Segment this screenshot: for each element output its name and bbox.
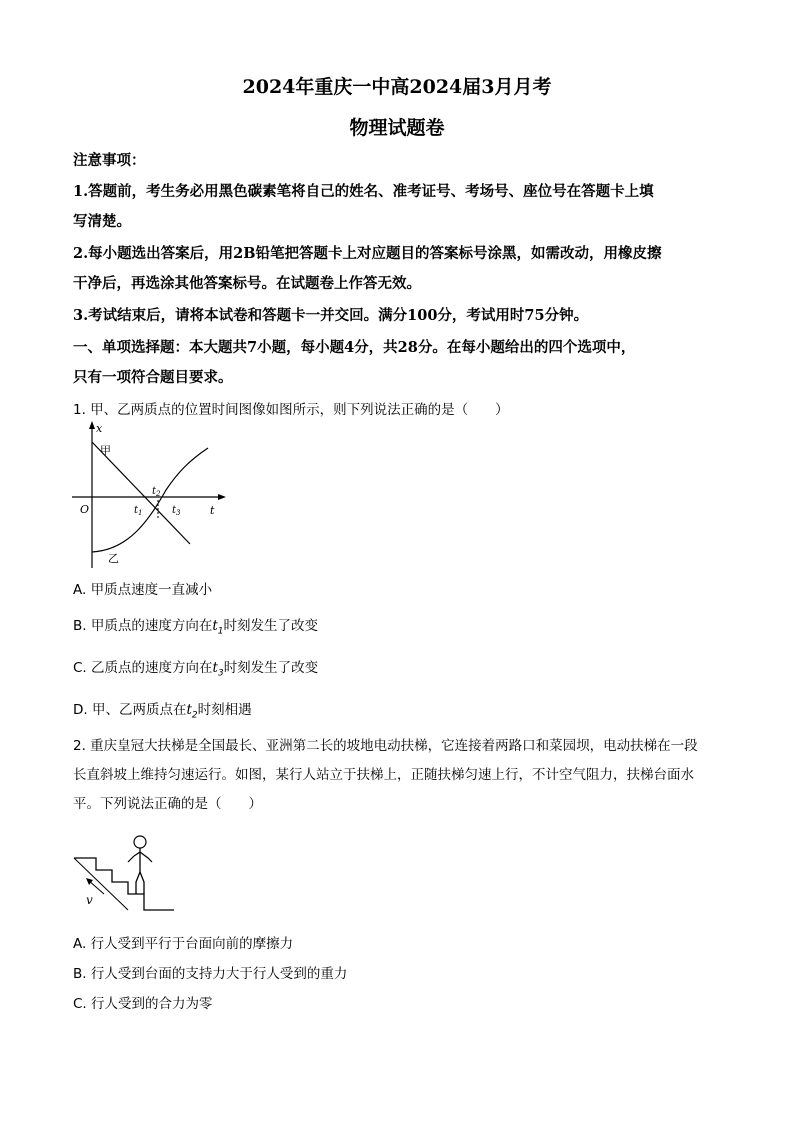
exam-subtitle: 物理试题卷 [349, 117, 445, 139]
question-1-stem: 1. 甲、乙两质点的位置时间图像如图所示，则下列说法正确的是（ ） [73, 402, 509, 418]
note-1-line-1: 1.答题前，考生务必用黑色碳素笔将自己的姓名、准考证号、考场号、座位号在答题卡上填 [73, 183, 654, 200]
question-1-option-b: B. 甲质点的速度方向在$t_1$时刻发生了改变 [73, 618, 319, 637]
person-left-arm [128, 856, 134, 862]
person-arms [134, 852, 152, 862]
t1-label: $t_1$ [134, 505, 143, 517]
t-axis-label: t [210, 504, 215, 517]
question-1-xt-graph [70, 418, 230, 570]
yi-label: 乙 [108, 552, 119, 565]
velocity-label: v [86, 893, 93, 907]
t-axis-arrow [218, 494, 226, 500]
note-2-line-1: 2.每小题选出答案后，用2B铅笔把答题卡上对应题目的答案标号涂黑，如需改动，用橡皮擦 [73, 245, 662, 262]
person-left-leg [136, 872, 140, 894]
notes-heading: 注意事项： [73, 152, 146, 169]
question-2-stem-line-2: 长直斜坡上维持匀速运行。如图，某行人站立于扶梯上，正随扶梯匀速上行，不计空气阻力，扶梯台面水 [73, 767, 694, 783]
question-2-escalator-figure [70, 828, 182, 916]
note-3: 3.考试结束后，请将本试卷和答题卡一并交回。满分100分，考试用时75分钟。 [73, 307, 589, 324]
x-axis-arrow [89, 421, 95, 429]
x-axis-label: x [96, 422, 103, 435]
note-1-line-2: 写清楚。 [73, 213, 131, 230]
t3-label: $t_3$ [172, 505, 181, 517]
person-right-leg [140, 872, 144, 894]
question-1-option-d: D. 甲、乙两质点在$t_2$时刻相遇 [73, 702, 252, 721]
question-2-stem-line-3: 平。下列说法正确的是（ ） [73, 796, 262, 812]
jia-label: 甲 [100, 444, 111, 457]
person-head [134, 836, 146, 848]
question-2-option-c: C. 行人受到的合力为零 [73, 996, 213, 1012]
exam-title: 2024年重庆一中高2024届3月月考 [242, 76, 552, 98]
jia-line [92, 442, 190, 544]
note-2-line-2: 干净后，再选涂其他答案标号。在试题卷上作答无效。 [73, 275, 421, 292]
escalator-slope [74, 858, 128, 910]
question-1-option-c: C. 乙质点的速度方向在$t_3$时刻发生了改变 [73, 660, 319, 679]
question-2-option-b: B. 行人受到台面的支持力大于行人受到的重力 [73, 966, 348, 982]
question-2-option-a: A. 行人受到平行于台面向前的摩擦力 [73, 936, 294, 952]
section-1-heading-line-1: 一、单项选择题：本大题共7小题，每小题4分，共28分。在每小题给出的四个选项中， [73, 339, 636, 356]
section-1-heading-line-2: 只有一项符合题目要求。 [73, 369, 233, 386]
question-1-option-a: A. 甲质点速度一直减小 [73, 582, 213, 598]
yi-curve [92, 448, 208, 552]
t2-label: $t_2$ [152, 486, 161, 498]
question-2-stem-line-1: 2. 重庆皇冠大扶梯是全国最长、亚洲第二长的坡地电动扶梯，它连接着两路口和菜园坝，电动扶梯在一段 [73, 738, 698, 754]
origin-label: O [80, 503, 90, 516]
